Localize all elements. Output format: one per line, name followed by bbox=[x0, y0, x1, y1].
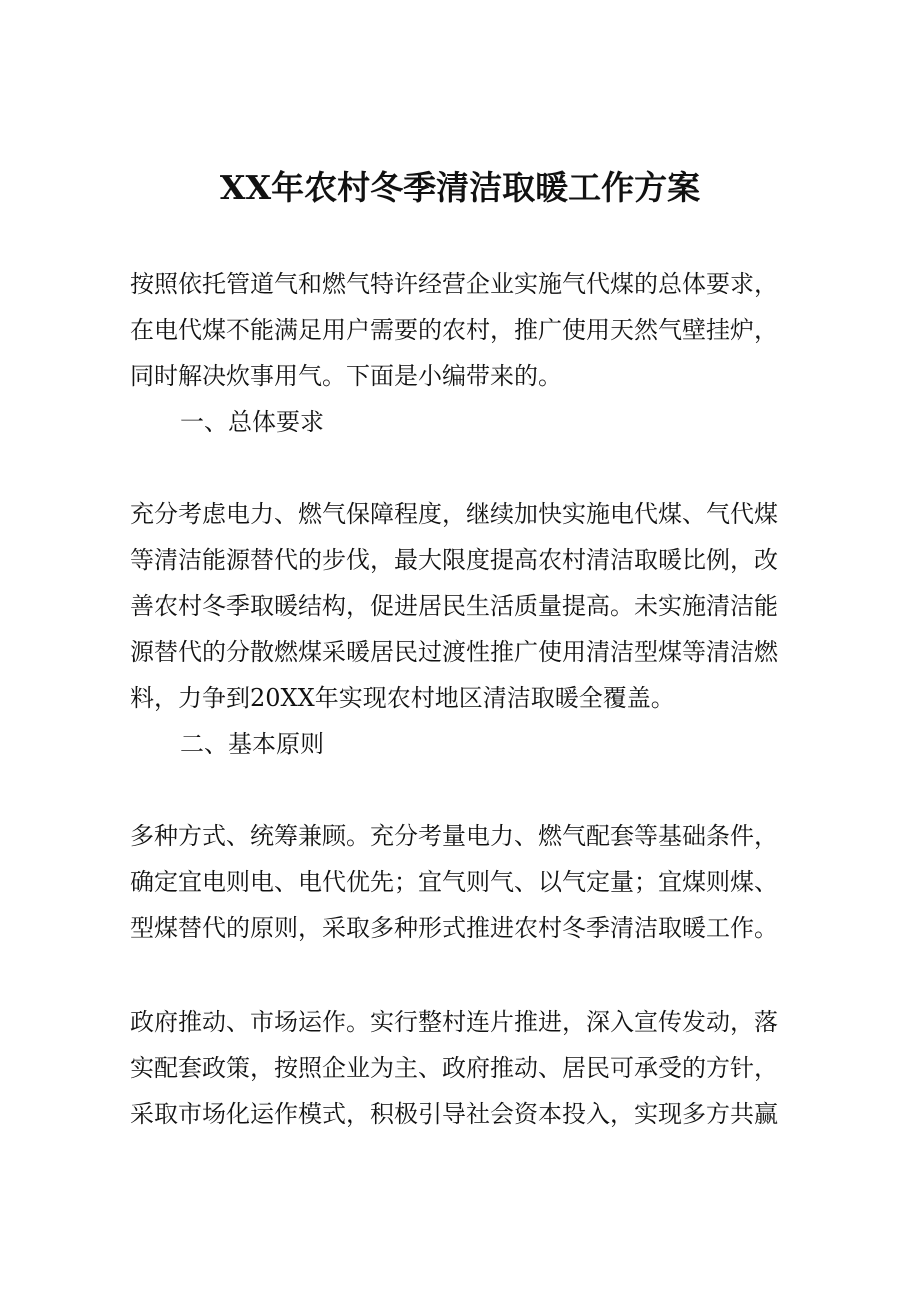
section1-line-4: 源替代的分散燃煤采暖居民过渡性推广使用清洁型煤等清洁燃 bbox=[130, 638, 778, 666]
principle1-line-2: 确定宜电则电、电代优先；宜气则气、以气定量；宜煤则煤、 bbox=[130, 868, 778, 896]
principle1-line-1: 多种方式、统筹兼顾。充分考量电力、燃气配套等基础条件， bbox=[130, 822, 778, 850]
section1-line-5: 料，力争到20XX年实现农村地区清洁取暖全覆盖。 bbox=[130, 684, 675, 712]
intro-line-3: 同时解决炊事用气。下面是小编带来的。 bbox=[130, 362, 562, 390]
section-heading-basic-principles: 二、基本原则 bbox=[180, 730, 324, 758]
section1-line-3: 善农村冬季取暖结构，促进居民生活质量提高。未实施清洁能 bbox=[130, 592, 778, 620]
section1-line-2: 等清洁能源替代的步伐，最大限度提高农村清洁取暖比例，改 bbox=[130, 546, 778, 574]
intro-line-1: 按照依托管道气和燃气特许经营企业实施气代煤的总体要求， bbox=[130, 270, 778, 298]
intro-line-2: 在电代煤不能满足用户需要的农村，推广使用天然气壁挂炉， bbox=[130, 316, 778, 344]
section1-line-1: 充分考虑电力、燃气保障程度，继续加快实施电代煤、气代煤 bbox=[130, 500, 778, 528]
principle1-line-3: 型煤替代的原则，采取多种形式推进农村冬季清洁取暖工作。 bbox=[130, 914, 778, 942]
principle2-line-1: 政府推动、市场运作。实行整村连片推进，深入宣传发动，落 bbox=[130, 1008, 778, 1036]
principle2-line-3: 采取市场化运作模式，积极引导社会资本投入，实现多方共赢 bbox=[130, 1100, 778, 1128]
section-heading-overall-requirements: 一、总体要求 bbox=[180, 408, 324, 436]
principle2-line-2: 实配套政策，按照企业为主、政府推动、居民可承受的方针， bbox=[130, 1054, 778, 1082]
document-title: XX年农村冬季清洁取暖工作方案 bbox=[219, 168, 701, 207]
